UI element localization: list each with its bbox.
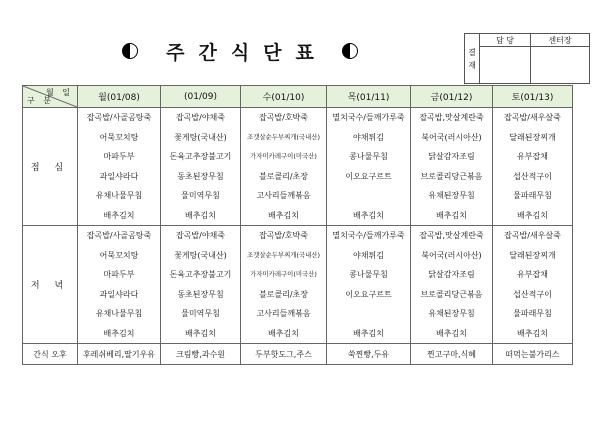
day-header: 토(01/13) [493, 86, 573, 108]
menu-item: 잡곡밥/새우살죽 [504, 231, 561, 240]
menu-item: 야채튀김 [353, 250, 384, 260]
menu-item: 꽃게탕(국내산) [174, 250, 227, 260]
menu-item: 잡곡밥,맛살계란죽 [419, 113, 484, 122]
menu-item: 멸치국수/들깨가루죽 [332, 231, 405, 240]
menu-item: 어묵꼬치탕 [99, 132, 139, 142]
approval-sign-director[interactable] [531, 47, 590, 84]
menu-item: 마파두부 [103, 152, 135, 161]
menu-item: 달래된장찌개 [509, 250, 556, 260]
day-header: 월(01/08) [78, 86, 161, 108]
menu-item: 콩나물무침 [349, 152, 388, 161]
menu-item: 이오요구르트 [345, 289, 392, 299]
table-corner-header [23, 86, 78, 108]
menu-item: 조갯살순두부찌개(국내산) [247, 250, 320, 259]
meal-label-snack: 간식 오후 [23, 344, 78, 365]
menu-item: 섭산적구이 [513, 171, 552, 181]
menu-item: 배추김치 [517, 210, 548, 220]
dinner-cell [327, 226, 411, 344]
dinner-cell [241, 226, 327, 344]
title-text: 주간식단표 [166, 41, 328, 64]
menu-item: 배추김치 [436, 328, 467, 338]
menu-item: 잡곡밥/야채죽 [175, 231, 226, 240]
menu-item: 물미역무침 [181, 191, 220, 200]
menu-item: 배추김치 [517, 328, 548, 338]
half-circle-icon [342, 43, 358, 59]
menu-item: 북어국(러시아산) [421, 250, 482, 260]
approval-box [464, 33, 590, 84]
menu-item: 물파래무침 [513, 309, 552, 318]
approval-label: 결재 [465, 34, 480, 84]
snack-cell: 찐고구마,식혜 [411, 344, 493, 365]
menu-item: 배추김치 [103, 328, 135, 338]
menu-item: 배추김치 [268, 328, 299, 338]
snack-cell: 후레쉬베리,딸기우유 [78, 344, 161, 365]
day-header: 수(01/10) [241, 86, 327, 108]
lunch-cell [241, 108, 327, 226]
menu-item: 어묵꼬치탕 [99, 250, 139, 260]
corner-category-label: 구 분 [27, 96, 54, 105]
menu-item: 마파두부 [103, 270, 135, 279]
menu-item: 물파래무침 [513, 191, 552, 200]
menu-item: 배추김치 [268, 210, 299, 220]
menu-item: 배추김치 [353, 328, 384, 338]
lunch-row [23, 108, 573, 226]
menu-item: 섭산적구이 [513, 289, 552, 299]
menu-item: 과일샤라다 [99, 289, 139, 299]
approval-header-director: 센터장 [531, 34, 590, 47]
lunch-cell [411, 108, 493, 226]
menu-item: 과일샤라다 [99, 171, 139, 181]
snack-cell: 크림빵,과수원 [161, 344, 241, 365]
menu-item: 콩나물무침 [349, 270, 388, 279]
approval-header-staff: 담 당 [480, 34, 531, 47]
snack-cell: 두부핫도그,주스 [241, 344, 327, 365]
dinner-cell [78, 226, 161, 344]
snack-cell: 떠먹는불가리스 [493, 344, 573, 365]
lunch-cell [493, 108, 573, 226]
menu-item: 배추김치 [353, 210, 384, 220]
menu-item: 물미역무침 [181, 309, 220, 318]
menu-item: 꽃게탕(국내산) [174, 132, 227, 142]
menu-item: 블로콜리/초장 [258, 289, 309, 299]
menu-item: 잡곡밥/야채죽 [175, 113, 226, 122]
menu-item: 돈육고추장불고기 [169, 152, 232, 161]
menu-item: 잡곡밥/새우살죽 [504, 113, 561, 122]
menu-item: 조갯살순두부찌개(국내산) [247, 132, 320, 141]
menu-item: 잡곡밥/호박죽 [258, 113, 309, 122]
meal-label-lunch: 점 심 [23, 108, 78, 226]
menu-item: 북어국(러시아산) [421, 132, 482, 142]
menu-item: 잡곡밥/사골곰탕죽 [86, 231, 152, 240]
menu-item: 브로콜리당근볶음 [420, 171, 483, 181]
dinner-cell [411, 226, 493, 344]
menu-item: 배추김치 [185, 210, 216, 220]
snack-row [23, 344, 573, 365]
menu-item: 닭살감자조림 [428, 152, 475, 161]
menu-item: 가자미카레구이(미국산) [250, 152, 317, 160]
lunch-cell [78, 108, 161, 226]
menu-item: 고사리들깨볶음 [256, 191, 311, 200]
menu-item: 돈육고추장불고기 [169, 270, 232, 279]
menu-item: 동초된장무침 [177, 171, 224, 181]
menu-item: 잡곡밥,맛살계란죽 [419, 231, 484, 240]
menu-item: 유채된장무침 [428, 191, 475, 200]
menu-item [327, 186, 410, 206]
menu-item: 달래된장찌개 [509, 132, 556, 142]
dinner-row [23, 226, 573, 344]
corner-date-label: 월 일 [46, 88, 73, 97]
menu-item: 멸치국수/들깨가루죽 [332, 113, 405, 122]
day-header: 금(01/12) [411, 86, 493, 108]
menu-item: 유부잡채 [517, 270, 548, 279]
menu-item: 닭살감자조림 [428, 270, 475, 279]
menu-item: 유채나물무침 [95, 191, 143, 200]
page-title [110, 38, 370, 64]
meal-label-dinner: 저 녁 [23, 226, 78, 344]
lunch-cell [327, 108, 411, 226]
menu-item: 잡곡밥/사골곰탕죽 [86, 113, 152, 122]
lunch-cell [161, 108, 241, 226]
dinner-cell [161, 226, 241, 344]
menu-item: 동초된장무침 [177, 289, 224, 299]
approval-sign-staff[interactable] [480, 47, 531, 84]
day-header: (01/09) [161, 86, 241, 108]
menu-item [327, 304, 410, 324]
menu-item: 잡곡밥/호박죽 [258, 231, 309, 240]
menu-item: 배추김치 [103, 210, 135, 220]
menu-item: 고사리들깨볶음 [256, 309, 311, 318]
menu-item: 가자미카레구이(미국산) [250, 270, 317, 278]
half-circle-icon [122, 43, 138, 59]
menu-item: 야채튀김 [353, 132, 384, 142]
menu-item: 블로콜리/초장 [258, 171, 309, 181]
day-header: 목(01/11) [327, 86, 411, 108]
menu-item: 배추김치 [436, 210, 467, 220]
menu-item: 이오요구르트 [345, 171, 392, 181]
dinner-cell [493, 226, 573, 344]
snack-cell: 쑥찐빵,두유 [327, 344, 411, 365]
menu-item: 유부잡채 [517, 152, 548, 161]
menu-item: 유채나물무침 [95, 309, 143, 318]
menu-item: 유채된장무침 [428, 309, 475, 318]
weekly-menu-table [22, 85, 573, 365]
menu-item: 배추김치 [185, 328, 216, 338]
menu-item: 브로콜리당근볶음 [420, 289, 483, 299]
